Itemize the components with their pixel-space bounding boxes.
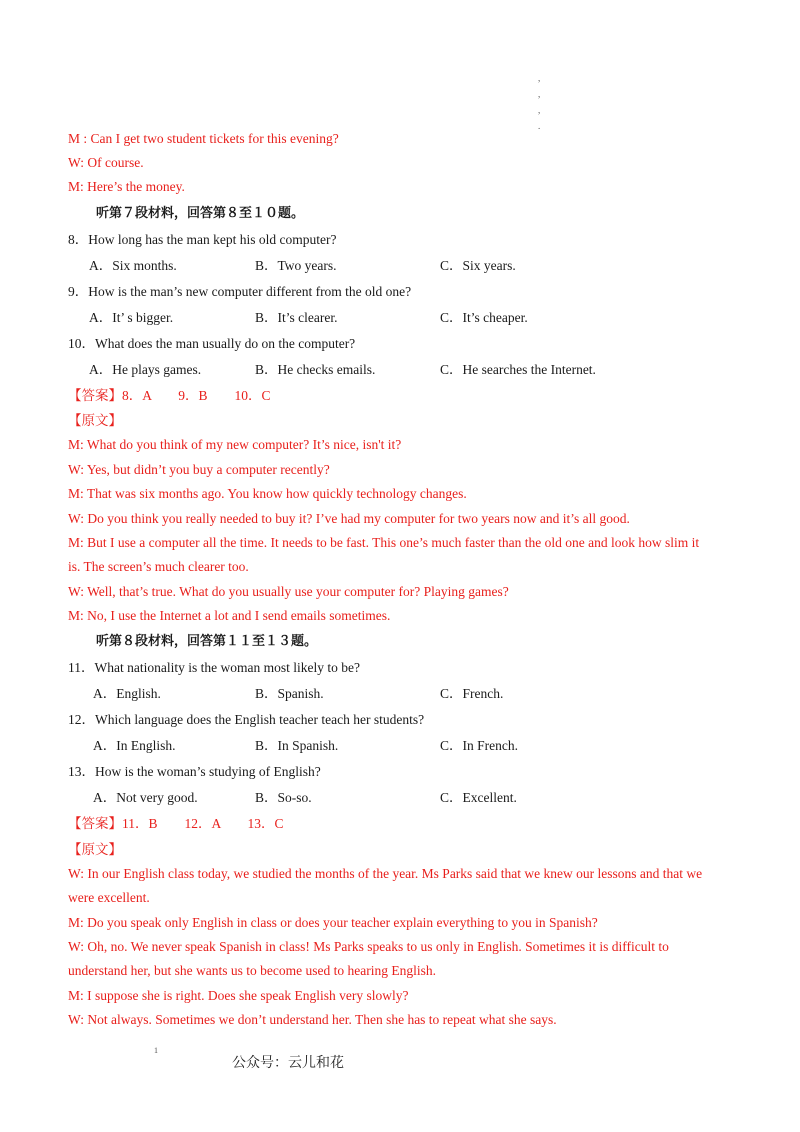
option-10b: B．He checks emails. xyxy=(255,362,376,377)
transcript-line: W: Well, that’s true. What do you usually use your computer for? Playing games? xyxy=(68,584,509,599)
option-9b: B．It’s clearer. xyxy=(255,310,338,325)
transcript-line: W: Do you think you really needed to buy it? I’ve had my computer for two years now and it’s all good. xyxy=(68,511,630,526)
option-13a: A．Not very good. xyxy=(93,790,198,805)
option-12a: A．In English. xyxy=(93,738,176,753)
option-12b: B．In Spanish. xyxy=(255,738,339,753)
question-13: 13．How is the woman’s studying of English? xyxy=(68,764,321,779)
option-9a: A．It’ s bigger. xyxy=(89,310,174,325)
transcript-line: were excellent. xyxy=(68,890,150,905)
section-heading-7: 听第７段材料，回答第８至１０题。 xyxy=(96,206,305,221)
footer-account-label: 公众号：云儿和花 xyxy=(232,1055,344,1071)
original-text-label: 【原文】 xyxy=(68,842,122,857)
question-9: 9．How is the man’s new computer different from the old one? xyxy=(68,284,412,299)
page-number: 1 xyxy=(154,1046,158,1055)
answer-key: 【答案】8．A 9．B 10．C xyxy=(68,388,271,403)
section-heading-8: 听第８段材料，回答第１１至１３题。 xyxy=(96,634,318,649)
transcript-line: W: Yes, but didn’t you buy a computer recently? xyxy=(68,462,330,477)
question-11: 11．What nationality is the woman most likely to be? xyxy=(68,660,360,675)
transcript-line: M: No, I use the Internet a lot and I send emails sometimes. xyxy=(68,608,391,623)
question-8: 8．How long has the man kept his old computer? xyxy=(68,232,337,247)
transcript-line: M: Do you speak only English in class or does your teacher explain everything to you in Spanish? xyxy=(68,915,598,930)
answer-key: 【答案】11．B 12．A 13．C xyxy=(68,816,284,831)
option-8b: B．Two years. xyxy=(255,258,337,273)
transcript-line: M: But I use a computer all the time. It needs to be fast. This one’s much faster than the old one and look how slim it xyxy=(68,535,700,550)
transcript-line: M: What do you think of my new computer? It’s nice, isn't it? xyxy=(68,437,402,452)
option-9c: C．It’s cheaper. xyxy=(440,310,528,325)
dialogue-line: M : Can I get two student tickets for this evening? xyxy=(68,131,339,146)
page-marker-dots: , , , . xyxy=(538,73,541,131)
original-text-label: 【原文】 xyxy=(68,413,122,428)
transcript-line: W: Oh, no. We never speak Spanish in class! Ms Parks speaks to us only in English. Sometimes it is difficult to xyxy=(68,939,669,954)
option-11c: C．French. xyxy=(440,686,504,701)
question-12: 12．Which language does the English teacher teach her students? xyxy=(68,712,425,727)
option-11b: B．Spanish. xyxy=(255,686,324,701)
transcript-line: M: I suppose she is right. Does she speak English very slowly? xyxy=(68,988,409,1003)
option-10c: C．He searches the Internet. xyxy=(440,362,596,377)
option-11a: A．English. xyxy=(93,686,161,701)
question-10: 10．What does the man usually do on the computer? xyxy=(68,336,356,351)
transcript-line: W: In our English class today, we studied the months of the year. Ms Parks said that we knew our lessons and that we xyxy=(68,866,703,881)
transcript-line: understand her, but she wants us to become used to hearing English. xyxy=(68,963,437,978)
dialogue-line: W: Of course. xyxy=(68,155,144,170)
option-13c: C．Excellent. xyxy=(440,790,517,805)
option-12c: C．In French. xyxy=(440,738,518,753)
option-8c: C．Six years. xyxy=(440,258,516,273)
option-13b: B．So-so. xyxy=(255,790,312,805)
transcript-line: is. The screen’s much clearer too. xyxy=(68,559,249,574)
transcript-line: W: Not always. Sometimes we don’t understand her. Then she has to repeat what she says. xyxy=(68,1012,557,1027)
option-10a: A．He plays games. xyxy=(89,362,202,377)
option-8a: A．Six months. xyxy=(89,258,177,273)
transcript-line: M: That was six months ago. You know how quickly technology changes. xyxy=(68,486,467,501)
dialogue-line: M: Here’s the money. xyxy=(68,179,185,194)
